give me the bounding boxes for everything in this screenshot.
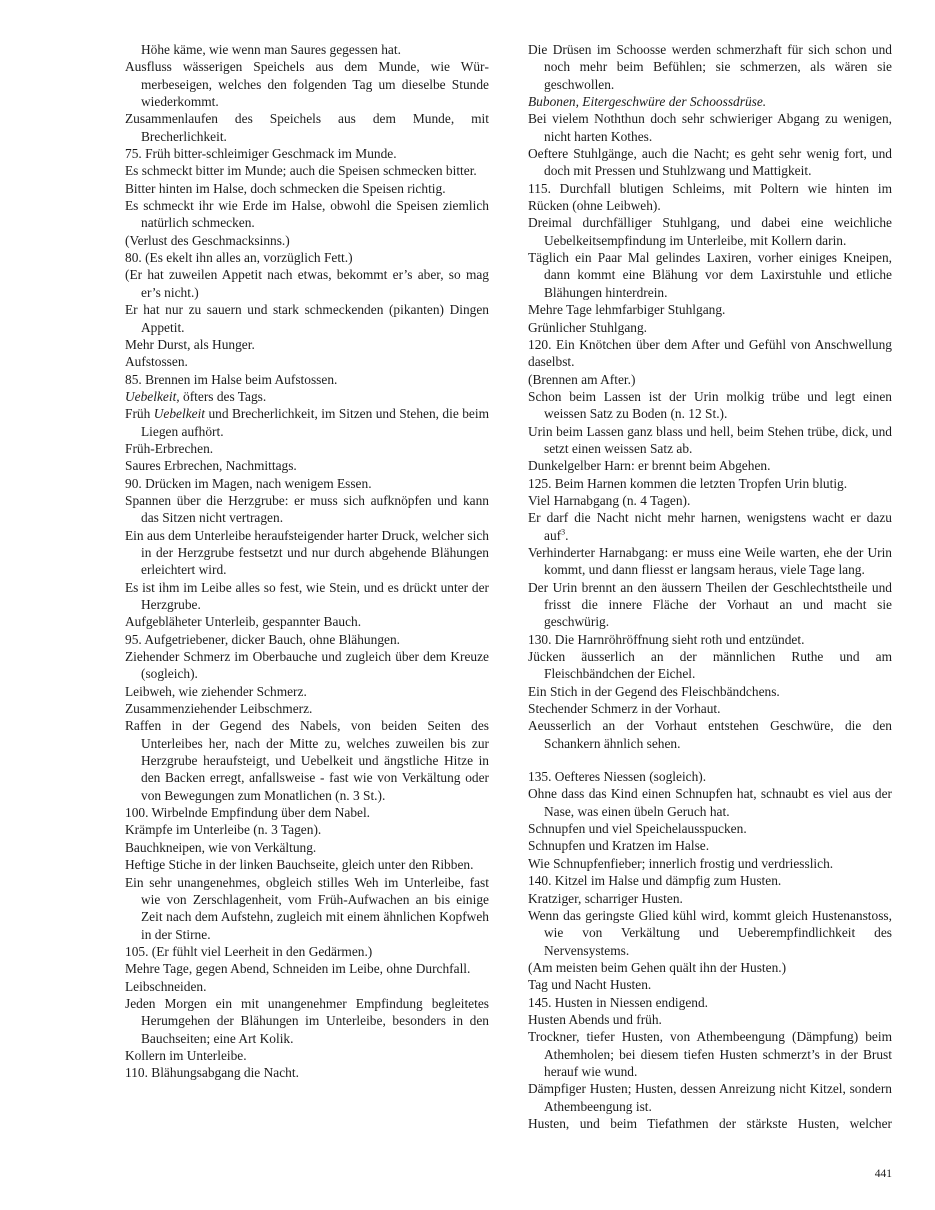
entry: Mehre Tage, gegen Abend, Schneiden im Leibe, ohne Durchfall. — [125, 961, 471, 977]
entry: Husten Abends und früh. — [528, 1011, 662, 1027]
entry-text: und Brecherlichkeit, im Sitzen und Stehen, die beim Liegen aufhört. — [141, 406, 489, 439]
entry: Es schmeckt bitter im Munde; auch die Speisen schmecken bitter. — [125, 163, 477, 179]
entry: Grünlicher Stuhlgang. — [528, 319, 648, 335]
numbered-entry-95: 95. Aufgetriebener, dicker Bauch, ohne Blähungen. — [125, 631, 400, 647]
entry: Aufstossen. — [125, 354, 188, 370]
entry: Jeden Morgen ein mit unangenehmer Empfindung begleitetes Herumgehen der Blähungen im Unterleibe, besonders in den Bauchseiten; eine Art Kolik. — [125, 995, 489, 1046]
entry: Stechender Schmerz in der Vorhaut. — [528, 701, 721, 717]
numbered-entry-105: 105. (Er fühlt viel Leerheit in den Gedärmen.) — [125, 943, 373, 959]
entry: Leibweh, wie ziehender Schmerz. — [125, 683, 307, 699]
entry: Spannen über die Herzgrube: er muss sich aufknöpfen und kann das Sitzen nicht vertragen. — [125, 492, 489, 526]
entry: Ein sehr unangenehmes, obgleich stilles Weh im Unterleibe, fast wie von Zerschlagenheit, vom Früh-Aufwachen an bis einige Zeit nach dem Aufstehn, zugleich mit einem ähnlichen Kopfweh in der Stirne. — [125, 874, 489, 942]
numbered-entry-130: 130. Die Harnröhröffnung sieht roth und entzündet. — [528, 631, 805, 647]
entry: Jücken äusserlich an der männlichen Ruthe und am Fleischbändchen der Eichel. — [528, 649, 892, 682]
entry: Er hat nur zu sauern und stark schmeckenden (pikanten) Dingen Appetit. — [125, 302, 489, 335]
italic-term: Uebelkeit — [153, 406, 206, 422]
entry: Wie Schnupfenfieber; innerlich frostig und verdriesslich. — [528, 855, 834, 871]
numbered-entry-115: 115. Durchfall blutigen Schleims, mit Poltern wie hinten im Rücken (ohne Leibweh). — [528, 180, 892, 214]
entry: Schnupfen und Kratzen im Halse. — [528, 838, 710, 854]
entry: (Brennen am After.) — [528, 371, 636, 387]
entry: Krämpfe im Unterleibe (n. 3 Tagen). — [125, 822, 322, 838]
entry: Trockner, tiefer Husten, von Athembeengung (Dämpfung) beim Athemholen; bei diesem tiefen Husten schmerzt’s in der Brust herauf wie wund. — [528, 1029, 892, 1079]
entry: Wenn das geringste Glied kühl wird, kommt gleich Hustenanstoss, wie von Verkältung und Ueberempfindlichkeit des Nervensystems. — [528, 907, 892, 958]
entry: Viel Harnabgang (n. 4 Tagen). — [528, 492, 691, 508]
entry: Bitter hinten im Halse, doch schmecken die Speisen richtig. — [125, 180, 446, 196]
left-column — [109, 41, 489, 1082]
entry — [512, 93, 892, 110]
entry: Ausfluss wässerigen Speichels aus dem Munde, wie Würmerbeseigen, welches den folgenden Tag um dieselbe Stunde wiederkommt. — [125, 59, 489, 110]
numbered-entry-145: 145. Husten in Niessen endigend. — [528, 994, 709, 1010]
entry: Es schmeckt ihr wie Erde im Halse, obwohl die Speisen ziemlich natürlich schmecken. — [125, 198, 489, 231]
numbered-entry-140: 140. Kitzel im Halse und dämpfig zum Husten. — [528, 873, 782, 889]
italic-term: Uebelkeit, — [125, 388, 180, 404]
numbered-entry-90: 90. Drücken im Magen, nach wenigem Essen. — [125, 475, 372, 491]
entry-continuation: Höhe käme, wie wenn man Saures gegessen hat. — [141, 42, 401, 57]
entry — [512, 509, 892, 544]
entry: (Verlust des Geschmacksinns.) — [125, 232, 290, 248]
entry: Dämpfiger Husten; Husten, dessen Anreizung nicht Kitzel, sondern Athembeengung ist. — [528, 1081, 892, 1114]
entry: (Am meisten beim Gehen quält ihn der Husten.) — [528, 959, 787, 975]
numbered-entry-125: 125. Beim Harnen kommen die letzten Tropfen Urin blutig. — [528, 475, 848, 491]
entry: Früh-Erbrechen. — [125, 440, 214, 456]
entry: Zusammenlaufen des Speichels aus dem Munde, mit Brecherlichkeit. — [125, 111, 489, 144]
entry: Täglich ein Paar Mal gelindes Laxiren, vorher einiges Kneipen, dann kommt eine Blähung vor dem Laxirstuhle und etliche Blähungen hinterdrein. — [528, 250, 892, 300]
entry: Bauchkneipen, wie von Verkältung. — [125, 839, 317, 855]
numbered-entry-80: 80. (Es ekelt ihn alles an, vorzüglich Fett.) — [125, 250, 353, 266]
entry — [109, 405, 489, 440]
entry: Ein Stich in der Gegend des Fleischbändchens. — [528, 683, 780, 699]
entry: Verhinderter Harnabgang: er muss eine Weile warten, ehe der Urin kommt, und dann fliesst er langsam heraus, viele Tage lang. — [528, 544, 892, 578]
italic-entry: Bubonen, Eitergeschwüre der Schoossdrüse. — [528, 94, 767, 110]
entry: Raffen in der Gegend des Nabels, von beiden Seiten des Unterleibes her, nach der Mitte zu, welches zuweilen bis zur Herzgrube heraufsteigt, und Uebelkeit und ängstliche Hitze in den Backen erregt, anfallsweise - fast wie von Verkältung oder von Bewegungen zum Monatlichen (n. 3 St.). — [125, 718, 489, 803]
numbered-entry-75: 75. Früh bitter-schleimiger Geschmack im Munde. — [125, 146, 397, 162]
entry: Ein aus dem Unterleibe heraufsteigender harter Druck, welcher sich in der Herzgrube festsetzt und nur durch abgehende Blähungen erleichtert wird. — [125, 527, 489, 578]
entry-text: öfters des Tags. — [179, 388, 267, 404]
entry: Schon beim Lassen ist der Urin molkig trübe und legt einen weissen Satz zu Boden (n. 12 St.). — [528, 388, 892, 422]
entry — [109, 388, 489, 405]
numbered-entry-85: 85. Brennen im Halse beim Aufstossen. — [125, 371, 338, 387]
entry-text: Früh — [125, 406, 154, 422]
right-column — [512, 41, 892, 1132]
entry: Tag und Nacht Husten. — [528, 977, 652, 993]
entry: Kratziger, scharriger Husten. — [528, 890, 683, 906]
entry: Heftige Stiche in der linken Bauchseite, gleich unter den Ribben. — [125, 857, 474, 873]
entry: Mehre Tage lehmfarbiger Stuhlgang. — [528, 302, 726, 318]
entry: Kollern im Unterleibe. — [125, 1047, 247, 1063]
entry: Urin beim Lassen ganz blass und hell, beim Stehen trübe, dick, und setzt einen weissen Satz ab. — [528, 423, 892, 456]
entry-text: Er darf die Nacht nicht mehr harnen, wenigstens wacht er dazu auf — [528, 510, 892, 543]
entry: Schnupfen und viel Speichelausspucken. — [528, 821, 747, 837]
entry: Aufgebläheter Unterleib, gespannter Bauch. — [125, 614, 362, 630]
entry: (Er hat zuweilen Appetit nach etwas, bekommt er’s aber, so mag er’s nicht.) — [125, 267, 489, 300]
entry: Oeftere Stuhlgänge, auch die Nacht; es geht sehr wenig fort, und doch mit Pressen und Stuhlzwang und Mattigkeit. — [528, 146, 892, 179]
entry: Bei vielem Noththun doch sehr schwieriger Abgang zu wenigen, nicht harten Kothes. — [528, 111, 892, 144]
entry: Dunkelgelber Harn: er brennt beim Abgehen. — [528, 458, 771, 474]
entry: Ohne dass das Kind einen Schnupfen hat, schnaubt es viel aus der Nase, was einen übeln Geruch hat. — [528, 786, 892, 819]
entry: Saures Erbrechen, Nachmittags. — [125, 458, 297, 474]
entry: Der Urin brennt an den äussern Theilen der Geschlechtstheile und frisst die innere Fläche der Vorhaut an und macht sie geschwürig. — [528, 579, 892, 630]
numbered-entry-100: 100. Wirbelnde Empfindung über dem Nabel. — [125, 805, 371, 821]
entry-text: . — [565, 527, 569, 543]
page-number: 441 — [874, 1168, 892, 1180]
entry: Zusammenziehender Leibschmerz. — [125, 701, 313, 717]
entry: Mehr Durst, als Hunger. — [125, 336, 255, 352]
numbered-entry-120: 120. Ein Knötchen über dem After und Gefühl von Anschwellung daselbst. — [528, 336, 892, 370]
entry: Ziehender Schmerz im Oberbauche und zugleich über dem Kreuze (sogleich). — [125, 649, 489, 682]
entry: Es ist ihm im Leibe alles so fest, wie Stein, und es drückt unter der Herzgrube. — [125, 579, 489, 612]
entry: Dreimal durchfälliger Stuhlgang, und dabei eine weichliche Uebelkeitsempfindung im Unterleibe, mit Kollern darin. — [528, 215, 892, 248]
entry: Aeusserlich an der Vorhaut entstehen Geschwüre, die den Schankern ähnlich sehen. — [528, 718, 892, 751]
numbered-entry-135: 135. Oefteres Niessen (sogleich). — [528, 769, 707, 785]
footnote-marker: 3 — [561, 527, 566, 537]
entry: Leibschneiden. — [125, 978, 207, 994]
numbered-entry-110: 110. Blähungsabgang die Nacht. — [125, 1065, 299, 1081]
entry: Die Drüsen im Schoosse werden schmerzhaft für sich schon und noch mehr beim Befühlen; sie schmerzen, als wären sie geschwollen. — [528, 42, 892, 92]
entry: Husten, und beim Tiefathmen der stärkste Husten, welcher — [528, 1115, 892, 1131]
